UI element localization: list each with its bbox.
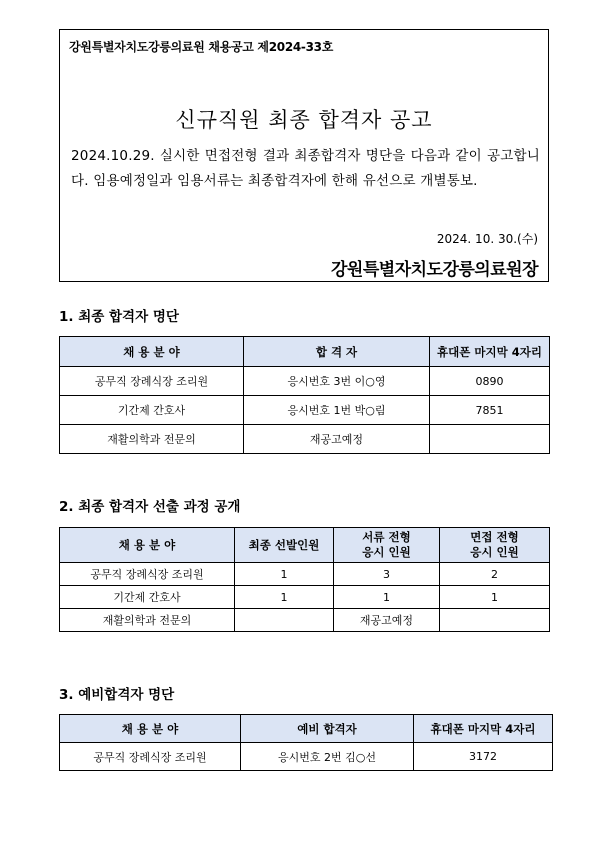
- table-cell: 2: [440, 563, 550, 586]
- table-cell: 기간제 간호사: [60, 396, 244, 425]
- table-cell: 공무직 장례식장 조리원: [60, 563, 235, 586]
- table-row: [60, 367, 550, 396]
- header-cell: 면접 전형 응시 인원: [440, 528, 550, 563]
- table-cell: 응시번호 3번 이○영: [244, 367, 430, 396]
- notice-title: 신규직원 최종 합격자 공고: [175, 108, 433, 132]
- table-cell: 1: [334, 586, 440, 609]
- header-cell: 합 격 자: [244, 337, 430, 367]
- table-row: [60, 563, 550, 586]
- header-cell: 최종 선발인원: [235, 528, 334, 563]
- selection-process-table: [59, 527, 550, 632]
- table-cell: [430, 425, 550, 454]
- header-cell: 채 용 분 야: [60, 528, 235, 563]
- table-cell: 3172: [414, 743, 553, 771]
- table-cell: 기간제 간호사: [60, 586, 235, 609]
- header-cell: 휴대폰 마지막 4자리: [414, 715, 553, 743]
- table-cell: 재활의학과 전문의: [60, 609, 235, 632]
- header-cell: 채 용 분 야: [60, 337, 244, 367]
- table-row: [60, 743, 553, 771]
- table-cell: 1: [235, 563, 334, 586]
- section2-title: 2. 최종 합격자 선출 과정 공개: [59, 499, 241, 515]
- table-row: [60, 425, 550, 454]
- table-row: [60, 586, 550, 609]
- table-header-row: [60, 715, 553, 743]
- notice-box: [59, 29, 549, 282]
- table-cell: 1: [235, 586, 334, 609]
- notice-body: 2024.10.29. 실시한 면접전형 결과 최종합격자 명단을 다음과 같이 공고합니다. 임용예정일과 임용서류는 최종합격자에 한해 유선으로 개별통보.: [71, 148, 540, 189]
- table-header-row: [60, 528, 550, 563]
- reserve-passers-table: [59, 714, 553, 771]
- table-row: [60, 609, 550, 632]
- table-cell: 재공고예정: [244, 425, 430, 454]
- table-row: [60, 396, 550, 425]
- table-header-row: [60, 337, 550, 367]
- table-cell: 재공고예정: [334, 609, 440, 632]
- table-cell: [235, 609, 334, 632]
- header-cell: 서류 전형 응시 인원: [334, 528, 440, 563]
- final-passers-table: [59, 336, 550, 454]
- header-cell: 예비 합격자: [241, 715, 414, 743]
- table-cell: 1: [440, 586, 550, 609]
- header-cell: 휴대폰 마지막 4자리: [430, 337, 550, 367]
- table-cell: 공무직 장례식장 조리원: [60, 743, 241, 771]
- notice-date: 2024. 10. 30.(수): [436, 232, 538, 246]
- notice-number: 강원특별자치도강릉의료원 채용공고 제2024-33호: [69, 40, 333, 54]
- table-cell: 재활의학과 전문의: [60, 425, 244, 454]
- table-cell: 응시번호 1번 박○림: [244, 396, 430, 425]
- table-cell: 공무직 장례식장 조리원: [60, 367, 244, 396]
- table-cell: [440, 609, 550, 632]
- section3-title: 3. 예비합격자 명단: [59, 687, 175, 703]
- table-cell: 0890: [430, 367, 550, 396]
- table-cell: 7851: [430, 396, 550, 425]
- header-cell: 채 용 분 야: [60, 715, 241, 743]
- table-cell: 응시번호 2번 김○선: [241, 743, 414, 771]
- table-cell: 3: [334, 563, 440, 586]
- section1-title: 1. 최종 합격자 명단: [59, 309, 179, 325]
- notice-org: 강원특별자치도강릉의료원장: [331, 260, 538, 280]
